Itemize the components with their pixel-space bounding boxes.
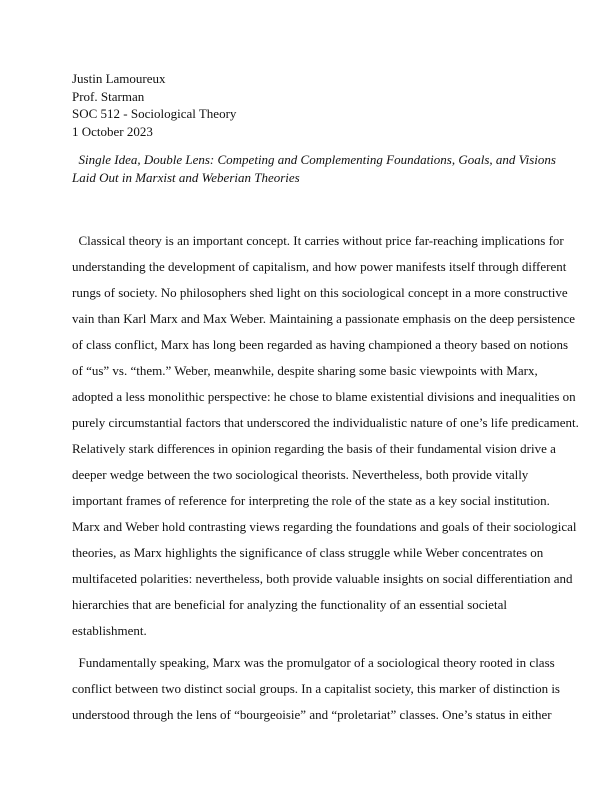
title-line: Single Idea, Double Lens: Competing and Complementing Foundations, Goals, and Visions [72,152,556,167]
paragraph-line: understood through the lens of “bourgeoisie” and “proletariat” classes. One’s status in either [72,707,552,722]
paragraph-line: theories, as Marx highlights the significance of class struggle while Weber concentrates on [72,545,544,560]
paragraph-line: hierarchies that are beneficial for analyzing the functionality of an essential societal [72,597,507,612]
paragraph-line: establishment. [72,623,147,638]
paragraph-line: Relatively stark differences in opinion regarding the basis of their fundamental vision drive a [72,441,556,456]
paragraph-line: multifaceted polarities: nevertheless, both provide valuable insights on social differentiation and [72,571,573,586]
professor-name: Prof. Starman [72,88,145,104]
paragraph-line: deeper wedge between the two sociological theorists. Nevertheless, both provide vitally [72,467,529,482]
paragraph-line: adopted a less monolithic perspective: he chose to blame existential divisions and inequalities on [72,389,576,404]
document-header [72,70,236,140]
document-body [72,228,579,728]
paragraph-line: Fundamentally speaking, Marx was the promulgator of a sociological theory rooted in class [72,655,555,670]
paragraph-line: of class conflict, Marx has long been regarded as having championed a theory based on notions [72,337,569,352]
paragraph-line: important frames of reference for interpreting the role of the state as a key social institution. [72,493,550,508]
document-date: 1 October 2023 [72,123,153,139]
paragraph [72,650,560,728]
paragraph-line: Classical theory is an important concept. It carries without price far-reaching implications for [72,233,564,248]
paragraph-line: Marx and Weber hold contrasting views regarding the foundations and goals of their sociological [72,519,577,534]
paragraph-line: vain than Karl Marx and Max Weber. Maintaining a passionate emphasis on the deep persistence [72,311,576,326]
document-title [72,151,556,186]
paragraph-line: rungs of society. No philosophers shed light on this sociological concept in a more constructive [72,285,568,300]
paragraph-line: of “us” vs. “them.” Weber, meanwhile, despite sharing some basic viewpoints with Marx, [72,363,538,378]
author-name: Justin Lamoureux [72,71,166,86]
paragraph-line: conflict between two distinct social groups. In a capitalist society, this marker of distinction is [72,681,560,696]
paragraph-line: understanding the development of capitalism, and how power manifests itself through different [72,259,567,274]
course-name: SOC 512 - Sociological Theory [72,106,237,121]
title-line: Laid Out in Marxist and Weberian Theories [72,169,300,185]
paragraph [72,228,579,644]
paragraph-line: purely circumstantial factors that underscored the individualistic nature of one’s life predicament. [72,415,579,430]
